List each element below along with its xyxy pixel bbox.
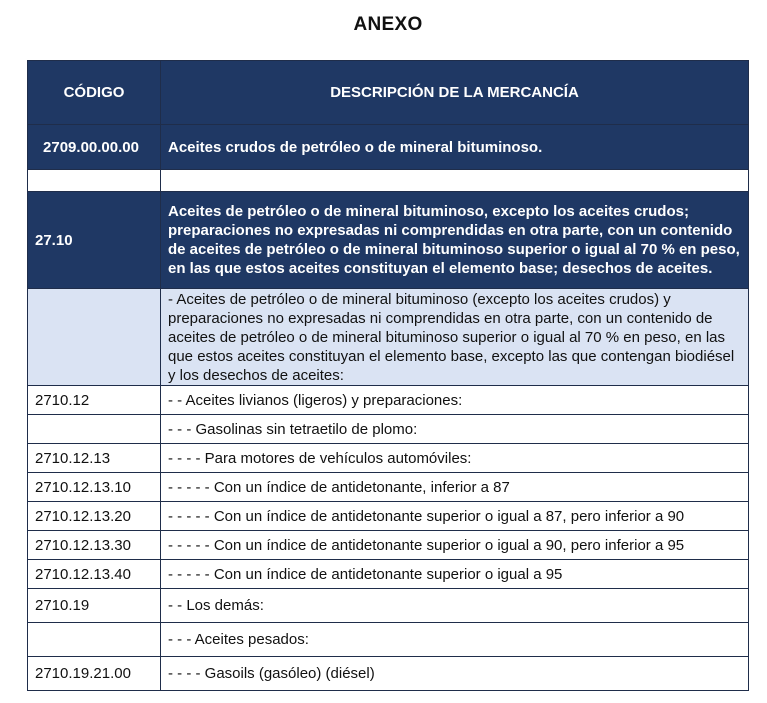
document-title: ANEXO bbox=[353, 14, 423, 35]
header-code: CÓDIGO bbox=[28, 61, 161, 125]
table-row bbox=[28, 502, 749, 531]
table-row bbox=[28, 657, 749, 691]
table-row bbox=[28, 386, 749, 415]
row-description: - - Aceites livianos (ligeros) y preparaciones: bbox=[161, 386, 749, 415]
row-description: Aceites crudos de petróleo o de mineral bituminoso. bbox=[161, 125, 749, 170]
table-row bbox=[28, 473, 749, 502]
row-code bbox=[28, 623, 161, 657]
row-description: - - - Aceites pesados: bbox=[161, 623, 749, 657]
row-description: - - - Gasolinas sin tetraetilo de plomo: bbox=[161, 415, 749, 444]
table-row bbox=[28, 531, 749, 560]
row-code: 2710.12.13.40 bbox=[28, 560, 161, 589]
row-code: 2710.19.21.00 bbox=[28, 657, 161, 691]
row-code: 2710.19 bbox=[28, 589, 161, 623]
row-description: - - - - - Con un índice de antidetonante superior o igual a 90, pero inferior a 95 bbox=[161, 531, 749, 560]
row-description: Aceites de petróleo o de mineral bituminoso, excepto los aceites crudos; preparaciones no expresadas ni comprendidas en otra parte, con un contenido de aceites de petróleo o de mineral bituminoso superior o igual al 70 % en peso, en las que estos aceites constituyan el elemento base; desechos de aceites. bbox=[161, 192, 749, 289]
table-row bbox=[28, 415, 749, 444]
row-code: 2710.12.13.10 bbox=[28, 473, 161, 502]
row-description: - - Los demás: bbox=[161, 589, 749, 623]
row-description: - - - - - Con un índice de antidetonante, inferior a 87 bbox=[161, 473, 749, 502]
row-code: 2710.12.13.20 bbox=[28, 502, 161, 531]
header-description: DESCRIPCIÓN DE LA MERCANCÍA bbox=[161, 61, 749, 125]
table-row bbox=[28, 623, 749, 657]
row-description: - - - - Gasoils (gasóleo) (diésel) bbox=[161, 657, 749, 691]
table-row bbox=[28, 289, 749, 386]
table-row bbox=[28, 444, 749, 473]
tariff-table bbox=[27, 60, 749, 691]
row-description: - - - - Para motores de vehículos automóviles: bbox=[161, 444, 749, 473]
row-description: - - - - - Con un índice de antidetonante superior o igual a 95 bbox=[161, 560, 749, 589]
row-code: 2710.12.13 bbox=[28, 444, 161, 473]
row-code bbox=[28, 415, 161, 444]
table-row bbox=[28, 125, 749, 170]
row-description bbox=[161, 170, 749, 192]
table-row bbox=[28, 589, 749, 623]
row-code: 2710.12.13.30 bbox=[28, 531, 161, 560]
row-description: - Aceites de petróleo o de mineral bituminoso (excepto los aceites crudos) y preparaciones no expresadas ni comprendidas en otra parte, con un contenido de aceites de petróleo o de mineral bituminoso superior o igual al 70 % en peso, en las que estos aceites constituyan el elemento base, excepto las que contengan biodiésel y los desechos de aceites: bbox=[161, 289, 749, 386]
table-row bbox=[28, 560, 749, 589]
row-code bbox=[28, 170, 161, 192]
row-code: 2709.00.00.00 bbox=[28, 125, 161, 170]
table-row bbox=[28, 192, 749, 289]
table-row bbox=[28, 170, 749, 192]
row-code: 2710.12 bbox=[28, 386, 161, 415]
row-code bbox=[28, 289, 161, 386]
table-header-row bbox=[28, 61, 749, 125]
row-code: 27.10 bbox=[28, 192, 161, 289]
row-description: - - - - - Con un índice de antidetonante superior o igual a 87, pero inferior a 90 bbox=[161, 502, 749, 531]
